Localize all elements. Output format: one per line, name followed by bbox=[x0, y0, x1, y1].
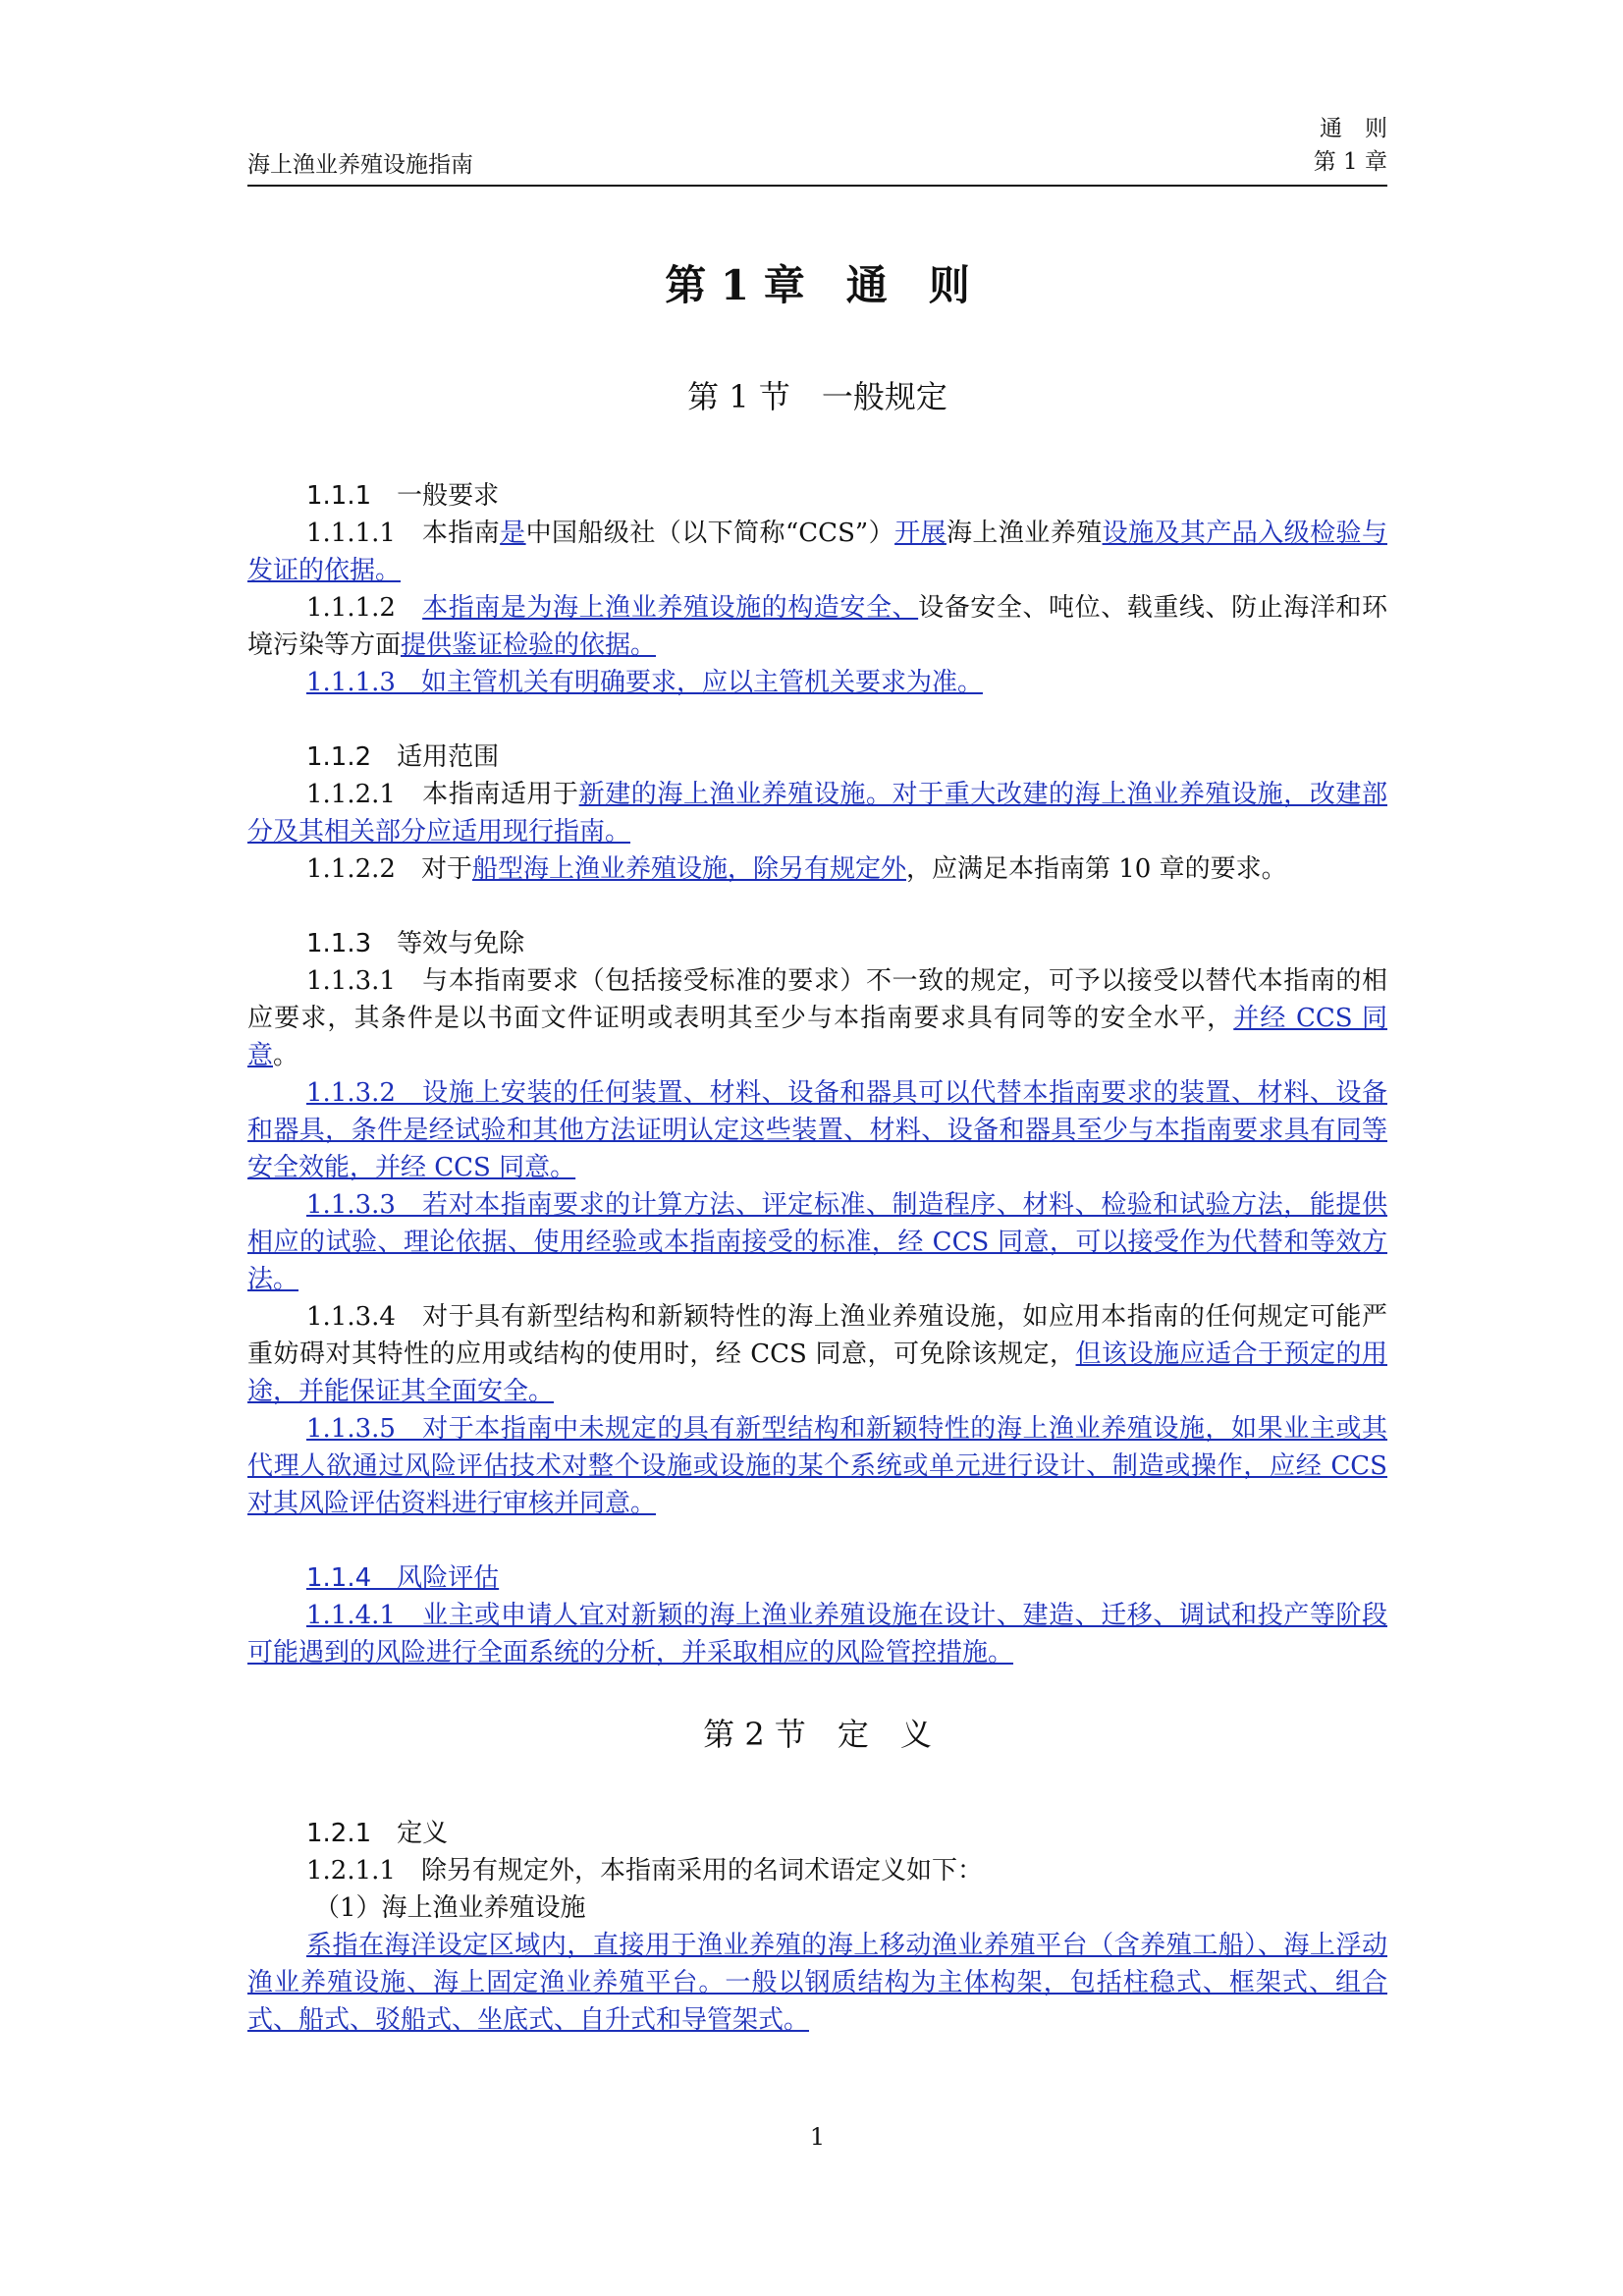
revision-mark[interactable]: 系指在海洋设定区域内，直接用于渔业养殖的海上移动渔业养殖平台（含养殖工船）、海上浮动渔业养殖设施、海上固定渔业养殖平台。一般以钢质结构为主体构架，包括柱稳式、框架式、组合式、船式、驳船式、坐底式、自升式和导管架式。 bbox=[247, 1931, 1387, 2035]
revision-mark[interactable]: 提供鉴证检验的依据。 bbox=[401, 630, 657, 660]
clause-text: 1.1.3.1 与本指南要求（包括接受标准的要求）不一致的规定，可予以接受以替代本指南的相应要求，其条件是以书面文件证明或表明其至少与本指南要求具有同等的安全水平， bbox=[247, 966, 1387, 1033]
header-chapter-info bbox=[1314, 112, 1387, 179]
heading-1-2-1: 1.2.1 定义 bbox=[306, 1819, 449, 1848]
heading-1-1-3: 1.1.3 等效与免除 bbox=[306, 929, 525, 958]
revision-mark[interactable]: 开展 bbox=[894, 519, 947, 548]
section-2-body bbox=[247, 1815, 1387, 2039]
heading-1-1-1: 1.1.1 一般要求 bbox=[306, 481, 500, 511]
section-title-2: 第 2 节 定 义 bbox=[703, 1716, 932, 1753]
clause-1-1-1-3 bbox=[247, 664, 1387, 701]
clause-1-1-3-1 bbox=[247, 962, 1387, 1074]
clause-text: 。 bbox=[273, 1041, 299, 1070]
clause-text: 设备安全、吨位、载重线、防止海洋和环境污染等方面 bbox=[247, 593, 1387, 660]
chapter-title: 第 1 章 通 则 bbox=[665, 261, 970, 309]
revision-mark[interactable]: 1.1.3.3 若对本指南要求的计算方法、评定标准、制造程序、材料、检验和试验方法，能提供相应的试验、理论依据、使用经验或本指南接受的标准，经 CCS 同意，可以接受作为代替和等效方法。 bbox=[247, 1190, 1387, 1294]
header-chapter-name: 通 则 bbox=[1320, 116, 1387, 141]
clause-text: 1.1.1.1 本指南 bbox=[306, 519, 501, 548]
revision-mark[interactable]: 1.1.3.2 设施上安装的任何装置、材料、设备和器具可以代替本指南要求的装置、材料、设备和器具，条件是经试验和其他方法证明认定这些装置、材料、设备和器具至少与本指南要求具有同等安全效能，并经 CCS 同意。 bbox=[247, 1078, 1387, 1182]
heading-1-1-2: 1.1.2 适用范围 bbox=[306, 742, 500, 772]
clause-1-1-3-4 bbox=[247, 1298, 1387, 1410]
definition-text bbox=[247, 1927, 1387, 2039]
heading-1-1-4 bbox=[247, 1559, 1387, 1597]
clause-text: 海上渔业养殖 bbox=[946, 519, 1103, 548]
document-page bbox=[247, 110, 1387, 2270]
clause-text: 1.1.1.2 bbox=[306, 593, 423, 623]
clause-1-1-2-1 bbox=[247, 776, 1387, 850]
clause-1-1-1-1 bbox=[247, 515, 1387, 589]
revision-mark[interactable]: 新建的海上渔业养殖设施。对于重大改建的海上渔业养殖设施，改建部分及其相关部分应适用现行指南。 bbox=[247, 780, 1387, 847]
clause-1-1-4-1 bbox=[247, 1597, 1387, 1671]
revision-mark[interactable]: 1.1.4 风险评估 bbox=[306, 1563, 500, 1593]
clause-text: 1.1.3.4 对于具有新型结构和新颖特性的海上渔业养殖设施，如应用本指南的任何规定可能严重妨碍对其特性的应用或结构的使用时，经 CCS 同意，可免除该规定， bbox=[247, 1302, 1387, 1369]
clause-1-2-1-1: 1.2.1.1 除另有规定外，本指南采用的名词术语定义如下： bbox=[306, 1856, 983, 1886]
section-1-body bbox=[247, 477, 1387, 1671]
clause-text: 中国船级社（以下简称“CCS”） bbox=[525, 519, 895, 548]
page-header bbox=[247, 110, 1387, 187]
clause-1-1-3-2 bbox=[247, 1074, 1387, 1186]
revision-mark[interactable]: 并经 CCS 同意 bbox=[247, 1004, 1387, 1070]
revision-mark[interactable]: 是 bbox=[500, 519, 526, 548]
header-chapter-number: 第 1 章 bbox=[1313, 149, 1387, 175]
revision-mark[interactable]: 船型海上渔业养殖设施，除另有规定外 bbox=[471, 854, 906, 884]
clause-text: 1.1.2.2 对于 bbox=[306, 854, 472, 884]
clause-text: ，应满足本指南第 10 章的要求。 bbox=[905, 854, 1287, 884]
revision-mark[interactable]: 设施及其产品入级检验与发证的依据。 bbox=[247, 519, 1387, 585]
revision-mark[interactable]: 1.1.4.1 业主或申请人宜对新颖的海上渔业养殖设施在设计、建造、迁移、调试和投产等阶段可能遇到的风险进行全面系统的分析，并采取相应的风险管控措施。 bbox=[247, 1601, 1387, 1667]
page-number: 1 bbox=[809, 2123, 826, 2151]
clause-text: 1.1.2.1 本指南适用于 bbox=[306, 780, 579, 809]
clause-1-1-3-3 bbox=[247, 1186, 1387, 1298]
clause-1-1-2-2 bbox=[247, 850, 1387, 888]
revision-mark[interactable]: 1.1.3.5 对于本指南中未规定的具有新型结构和新颖特性的海上渔业养殖设施，如果业主或其代理人欲通过风险评估技术对整个设施或设施的某个系统或单元进行设计、制造或操作，应经 CCS 对其风险评估资料进行审核并同意。 bbox=[247, 1414, 1387, 1518]
header-book-title: 海上渔业养殖设施指南 bbox=[247, 152, 473, 178]
section-title-1: 第 1 节 一般规定 bbox=[687, 378, 947, 415]
clause-1-1-3-5 bbox=[247, 1410, 1387, 1522]
revision-mark[interactable]: 但该设施应适合于预定的用途，并能保证其全面安全。 bbox=[247, 1339, 1387, 1406]
revision-mark[interactable]: 1.1.1.3 如主管机关有明确要求，应以主管机关要求为准。 bbox=[306, 668, 983, 697]
definition-term: （1）海上渔业养殖设施 bbox=[314, 1893, 586, 1923]
revision-mark[interactable]: 本指南是为海上渔业养殖设施的构造安全、 bbox=[422, 593, 919, 623]
clause-1-1-1-2 bbox=[247, 589, 1387, 664]
